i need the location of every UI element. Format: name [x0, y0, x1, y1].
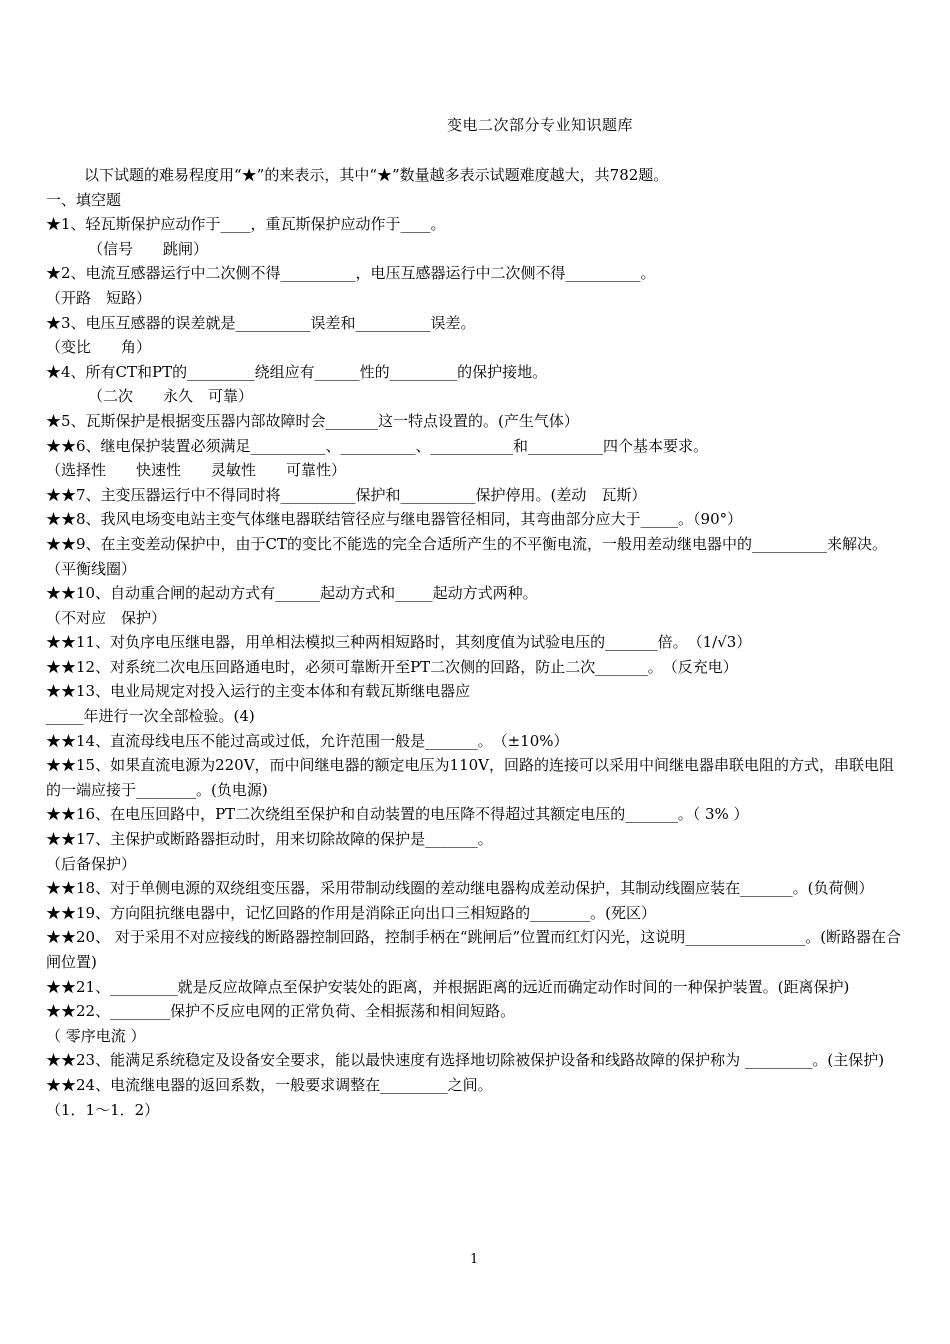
question-17: ★★17、主保护或断路器拒动时，用来切除故障的保护是_______。 — [46, 830, 493, 849]
question-22: ★★22、________保护不反应电网的正常负荷、全相振荡和相间短路。 — [46, 1002, 516, 1021]
question-4: ★4、所有CT和PT的_________绕组应有______性的_________的保护接地。 — [46, 362, 548, 381]
question-13: ★★13、电业局规定对投入运行的主变本体和有载瓦斯继电器应 — [46, 682, 471, 701]
question-13-continued: _____年进行一次全部检验。(4) — [46, 707, 255, 726]
question-3: ★3、电压互感器的误差就是__________误差和__________误差。 — [46, 313, 476, 332]
question-6: ★★6、继电保护装置必须满足__________、__________、___________和__________四个基本要求。 — [46, 436, 709, 455]
page-number: 1 — [470, 1252, 479, 1267]
answer-3: （变比 角） — [46, 338, 152, 357]
answer-2: （开路 短路） — [46, 288, 152, 307]
intro-text: 以下试题的难易程度用“★”的来表示，其中“★”数量越多表示试题难度越大，共782题。 — [84, 166, 669, 184]
question-16: ★★16、在电压回路中，PT二次绕组至保护和自动装置的电压降不得超过其额定电压的_______。（ 3% ） — [46, 805, 749, 824]
question-14: ★★14、直流母线电压不能过高或过低，允许范围一般是_______。 （±10%） — [46, 731, 569, 750]
question-2: ★2、电流互感器运行中二次侧不得__________，电压互感器运行中二次侧不得__________。 — [46, 264, 656, 283]
question-15: ★★15、如果直流电源为220V，而中间继电器的额定电压为110V，回路的连接可以采用中间继电器串联电阻的方式，串联电阻的一端应接于________。(负电源) — [46, 756, 895, 799]
question-19: ★★19、方向阻抗继电器中，记忆回路的作用是消除正向出口三相短路的________。(死区） — [46, 903, 656, 922]
question-20: ★★20、 对于采用不对应接线的断路器控制回路，控制手柄在“跳闸后”位置而红灯闪光，这说明________________。(断路器在合闸位置) — [46, 928, 902, 971]
answer-4: （二次 永久 可靠） — [88, 387, 254, 406]
question-1: ★1、轻瓦斯保护应动作于____，重瓦斯保护应动作于____。 — [46, 215, 446, 234]
answer-24: （1．1～1．2） — [46, 1100, 160, 1119]
question-18: ★★18、对于单侧电源的双绕组变压器，采用带制动线圈的差动继电器构成差动保护，其制动线圈应装在_______。(负荷侧） — [46, 879, 874, 898]
document-body — [46, 163, 908, 1122]
question-8: ★★8、我风电场变电站主变气体继电器联结管径应与继电器管径相同，其弯曲部分应大于_____。（90°） — [46, 510, 743, 529]
document-title: 变电二次部分专业知识题库 — [447, 116, 634, 134]
question-24: ★★24、电流继电器的返回系数，一般要求调整在_________之间。 — [46, 1075, 493, 1094]
question-9: ★★9、在主变差动保护中，由于CT的变比不能选的完全合适所产生的不平衡电流，一般用差动继电器中的__________来解决。 — [46, 534, 888, 553]
answer-1: （信号 跳闸） — [88, 239, 209, 258]
question-5: ★5、瓦斯保护是根据变压器内部故障时会_______这一特点设置的。(产生气体） — [46, 411, 579, 430]
question-7: ★★7、主变压器运行中不得同时将__________保护和__________保护停用。(差动 瓦斯） — [46, 485, 647, 504]
answer-9: （平衡线圈） — [46, 559, 137, 578]
question-12: ★★12、对系统二次电压回路通电时，必须可靠断开至PT二次侧的回路，防止二次_______。 （反充电） — [46, 657, 738, 676]
question-21: ★★21、_________就是反应故障点至保护安装处的距离，并根据距离的远近而确定动作时间的一种保护装置。(距离保护) — [46, 977, 850, 996]
question-11: ★★11、对负序电压继电器，用单相法模拟三种两相短路时，其刻度值为试验电压的_______倍。 （1/√3） — [46, 633, 752, 652]
section-heading: 一、填空题 — [46, 190, 122, 209]
answer-6: （选择性 快速性 灵敏性 可靠性） — [46, 461, 347, 480]
question-23: ★★23、能满足系统稳定及设备安全要求，能以最快速度有选择地切除被保护设备和线路故障的保护称为 _________。(主保护) — [46, 1051, 885, 1070]
answer-22: （ 零序电流 ） — [46, 1026, 146, 1045]
question-10: ★★10、自动重合闸的起动方式有______起动方式和_____起动方式两种。 — [46, 584, 538, 603]
answer-10: （不对应 保护） — [46, 608, 167, 627]
answer-17: （后备保护） — [46, 854, 137, 873]
